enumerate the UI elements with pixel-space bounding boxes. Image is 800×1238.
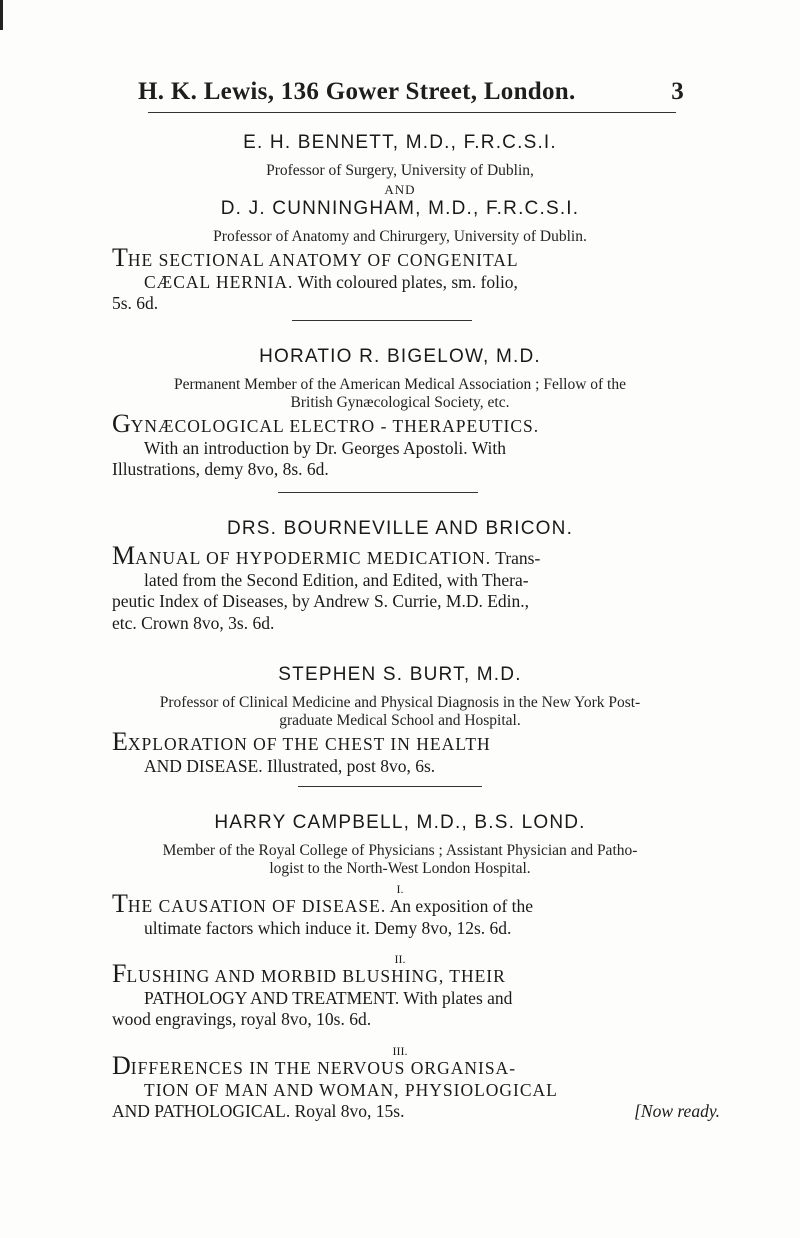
book-title-continued: TION OF MAN AND WOMAN, PHYSIOLOGICAL: [144, 1079, 558, 1100]
book-title-continued: CÆCAL HERNIA.: [144, 271, 294, 292]
availability-status: [Now ready.: [634, 1101, 720, 1121]
author-name: STEPHEN S. BURT, M.D.: [278, 664, 522, 685]
author-name: HORATIO R. BIGELOW, M.D.: [259, 346, 541, 367]
book-description: With an introduction by Dr. Georges Apostoli. With: [144, 437, 507, 458]
author-name: DRS. BOURNEVILLE AND BRICON.: [226, 518, 574, 539]
page-number: 3: [671, 78, 684, 105]
book-price: 5s. 6d.: [112, 293, 159, 313]
book-entry: [112, 243, 720, 315]
separator-rule: [298, 786, 482, 787]
author-affiliation: British Gynæcological Society, etc.: [290, 394, 510, 411]
book-title: HE CAUSATION OF DISEASE.: [127, 896, 387, 916]
book-description: peutic Index of Diseases, by Andrew S. Currie, M.D. Edin.,: [112, 591, 530, 611]
author-name: E. H. BENNETT, M.D., F.R.C.S.I.: [243, 132, 557, 153]
author-affiliation: Professor of Anatomy and Chirurgery, University of Dublin.: [213, 228, 587, 245]
book-description: wood engravings, royal 8vo, 10s. 6d.: [112, 1009, 372, 1029]
book-description: AND PATHOLOGICAL. Royal 8vo, 15s.: [112, 1101, 405, 1121]
book-entry: [112, 889, 720, 939]
author-affiliation: Member of the Royal College of Physicians ; Assistant Physician and Patho-: [162, 842, 638, 859]
title-initial: M: [112, 541, 136, 570]
book-entry: [112, 409, 720, 481]
author-connector: AND: [384, 182, 416, 197]
book-title: HE SECTIONAL ANATOMY OF CONGENITAL: [127, 250, 519, 270]
book-description: etc. Crown 8vo, 3s. 6d.: [112, 612, 275, 633]
book-title: IFFERENCES IN THE NERVOUS ORGANISA-: [130, 1058, 517, 1078]
author-affiliation: logist to the North-West London Hospital.: [269, 860, 531, 877]
book-title: YNÆCOLOGICAL ELECTRO - THERAPEUTICS.: [130, 416, 540, 436]
title-initial: D: [112, 1051, 131, 1080]
author-affiliation: Permanent Member of the American Medical Association ; Fellow of the: [174, 376, 626, 393]
running-head: [138, 78, 684, 106]
title-initial: T: [112, 243, 128, 272]
book-entry: [112, 541, 720, 634]
book-description: With coloured plates, sm. folio,: [297, 271, 518, 292]
work-numeral: III.: [392, 1044, 408, 1058]
book-description: Illustrations, demy 8vo, 8s. 6d.: [112, 459, 329, 479]
book-description: PATHOLOGY AND TREATMENT. With plates and: [144, 987, 513, 1008]
book-description: ultimate factors which induce it. Demy 8vo, 12s. 6d.: [144, 917, 512, 938]
book-title: ANUAL OF HYPODERMIC MEDICATION.: [135, 548, 492, 568]
title-initial: F: [112, 959, 127, 988]
title-initial: T: [112, 889, 128, 918]
title-initial: G: [112, 409, 131, 438]
publisher-address: H. K. Lewis, 136 Gower Street, London.: [138, 78, 576, 105]
book-description: AND DISEASE. Illustrated, post 8vo, 6s.: [144, 755, 436, 776]
separator-rule: [292, 320, 472, 321]
header-rule: [148, 112, 676, 113]
work-numeral: II.: [394, 952, 406, 966]
book-entry: [112, 727, 720, 777]
book-title: XPLORATION OF THE CHEST IN HEALTH: [127, 734, 491, 754]
work-numeral: I.: [396, 882, 404, 896]
book-description: lated from the Second Edition, and Edited, with Thera-: [144, 569, 529, 590]
book-title: LUSHING AND MORBID BLUSHING, THEIR: [126, 966, 506, 986]
author-affiliation: graduate Medical School and Hospital.: [279, 712, 521, 729]
title-initial: E: [112, 727, 128, 756]
author-affiliation: Professor of Clinical Medicine and Physical Diagnosis in the New York Post-: [159, 694, 641, 711]
author-name: HARRY CAMPBELL, M.D., B.S. LOND.: [214, 812, 586, 833]
author-name: D. J. CUNNINGHAM, M.D., F.R.C.S.I.: [220, 198, 580, 219]
separator-rule: [278, 492, 478, 493]
book-description: Trans-: [495, 548, 541, 568]
author-affiliation: Professor of Surgery, University of Dublin,: [266, 162, 534, 179]
book-description: An exposition of the: [389, 896, 534, 916]
